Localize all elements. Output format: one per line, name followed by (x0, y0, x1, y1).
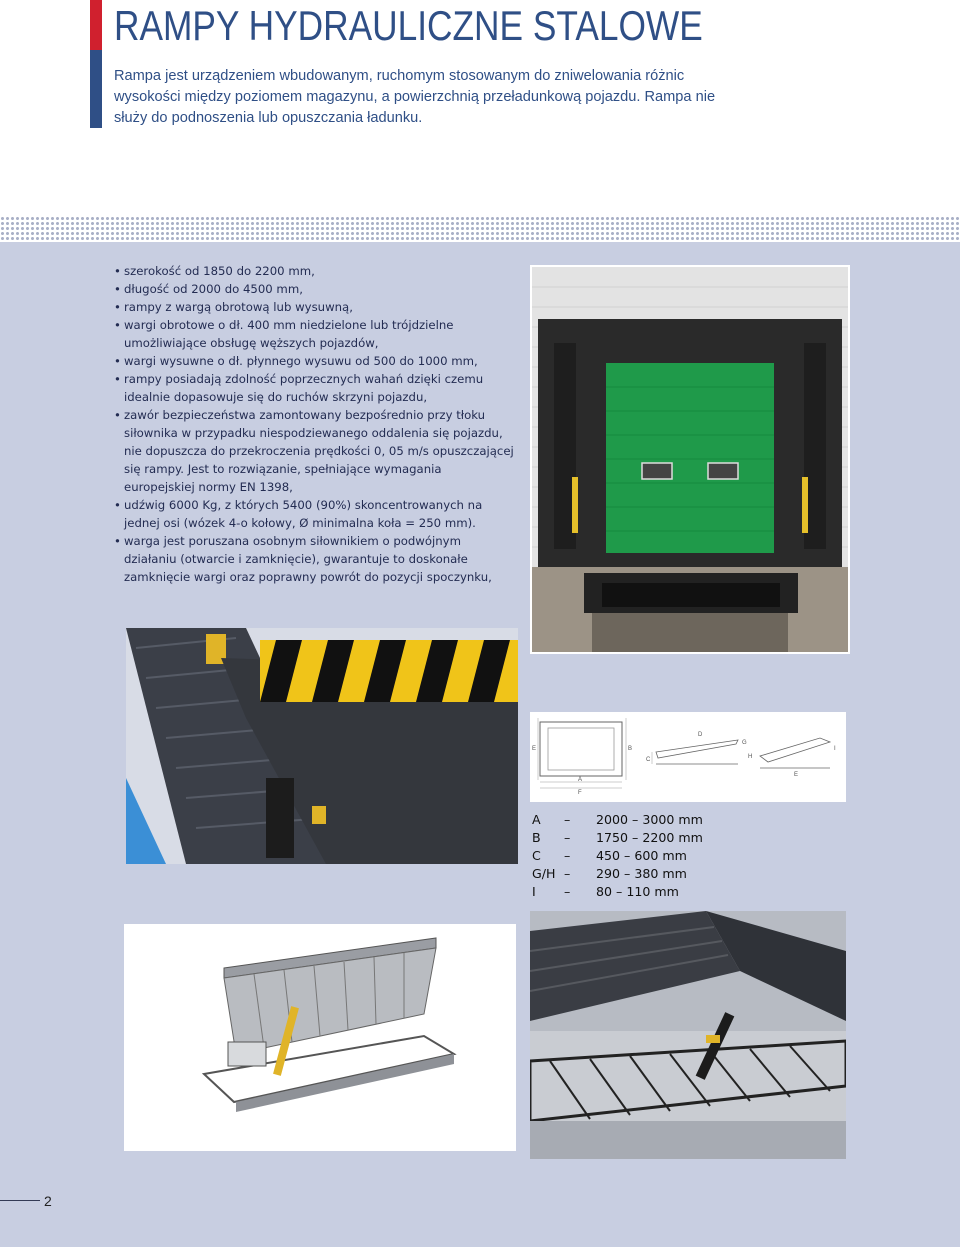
dimension-table (532, 811, 703, 901)
diagram-label-h: H (748, 754, 753, 760)
dimension-label: A (532, 812, 541, 827)
table-row (532, 847, 703, 865)
diagram-label-c: C (646, 757, 651, 763)
dimension-label: B (532, 830, 541, 845)
list-item: • wargi obrotowe o dł. 400 mm niedzielone lub trójdzielne umożliwiające obsługę węższych pojazdów, (114, 316, 514, 352)
list-item: • zawór bezpieczeństwa zamontowany bezpośrednio przy tłoku siłownika w przypadku niespodziewanego oddalenia się pojazdu, nie dopuszcza do przekroczenia prędkości 0, 05 m/s opuszczającej się rampy. Jest to rozwiązanie, spełniające wymagania europejskiej normy EN 1398, (114, 406, 514, 496)
diagram-label-d: D (698, 732, 703, 738)
title-accent-red-bar (90, 0, 102, 50)
table-row (532, 883, 703, 901)
table-row (532, 811, 703, 829)
table-row (532, 829, 703, 847)
page-number-rule (0, 1200, 40, 1201)
list-item: • rampy z wargą obrotową lub wysuwną, (114, 298, 514, 316)
dimension-dash: – (564, 884, 571, 899)
dimension-dash: – (564, 830, 571, 845)
dotted-separator (0, 216, 960, 242)
list-item: • udźwig 6000 Kg, z których 5400 (90%) skoncentrowanych na jednej osi (wózek 4-o kołowy, Ø minimalna koła = 250 mm). (114, 496, 514, 532)
dimension-dash: – (564, 848, 571, 863)
loading-dock-door-photo (530, 265, 850, 654)
title-accent-blue-bar (90, 50, 102, 128)
dimension-label: C (532, 848, 541, 863)
diagram-label-a: A (578, 777, 583, 783)
leveler-3d-render (124, 924, 516, 1151)
dimension-dash: – (564, 866, 571, 881)
dimension-dash: – (564, 812, 571, 827)
dock-leveler-lip-photo (126, 628, 518, 864)
dimension-value: 450 – 600 mm (596, 848, 687, 863)
diagram-label-f: F (578, 790, 582, 796)
dimension-value: 80 – 110 mm (596, 884, 679, 899)
leveler-frame-photo (530, 911, 846, 1159)
diagram-label-b: B (628, 746, 633, 752)
diagram-label-e: E (532, 746, 537, 752)
dimension-diagram (530, 712, 846, 802)
diagram-label-g: G (742, 740, 747, 746)
dimension-label: I (532, 884, 536, 899)
table-row (532, 865, 703, 883)
page-number: 2 (44, 1193, 52, 1209)
dimension-value: 1750 – 2200 mm (596, 830, 703, 845)
list-item: • wargi wysuwne o dł. płynnego wysuwu od 500 do 1000 mm, (114, 352, 514, 370)
list-item: • długość od 2000 do 4500 mm, (114, 280, 514, 298)
list-item: • warga jest poruszana osobnym siłownikiem o podwójnym działaniu (otwarcie i zamknięcie), gwarantuje to doskonałe zamknięcie wargi oraz poprawny powrót do pozycji spoczynku, (114, 532, 514, 586)
diagram-label-i: I (834, 746, 836, 752)
feature-list (114, 262, 514, 586)
intro-paragraph: Rampa jest urządzeniem wbudowanym, ruchomym stosowanym do zniwelowania różnic wysokości między poziomem magazynu, a powierzchnią przeładunkową pojazdu. Rampa nie służy do podnoszenia lub opuszczania ładunku. (114, 68, 716, 126)
dimension-value: 290 – 380 mm (596, 866, 687, 881)
diagram-label-e-side: E (794, 772, 799, 778)
page-title: RAMPY HYDRAULICZNE STALOWE (114, 2, 703, 49)
list-item: • szerokość od 1850 do 2200 mm, (114, 262, 514, 280)
dimension-value: 2000 – 3000 mm (596, 812, 703, 827)
dimension-label: G/H (532, 866, 556, 881)
list-item: • rampy posiadają zdolność poprzecznych wahań dzięki czemu idealnie dopasowuje się do ruchów skrzyni pojazdu, (114, 370, 514, 406)
